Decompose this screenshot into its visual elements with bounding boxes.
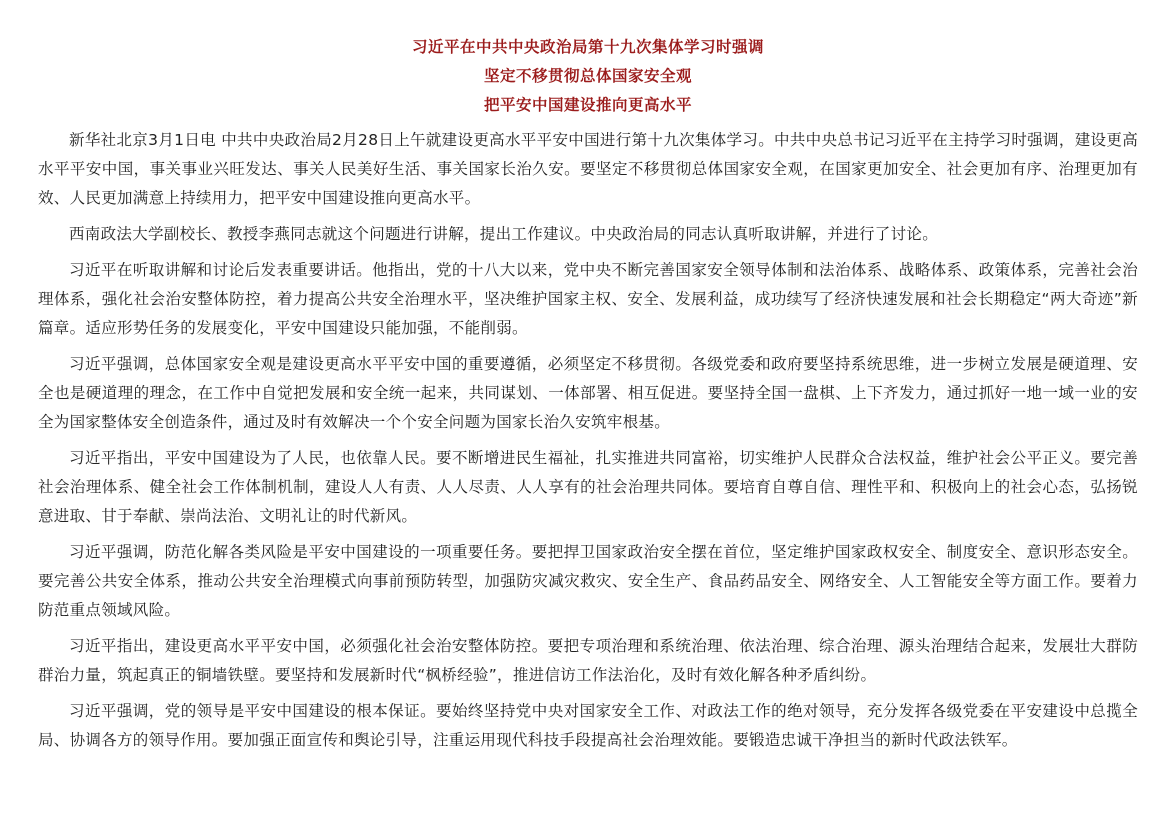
paragraph: 习近平强调，党的领导是平安中国建设的根本保证。要始终坚持党中央对国家安全工作、对政法工作的绝对领导，充分发挥各级党委在平安建设中总揽全局、协调各方的领导作用。要加强正面宣传和舆论引导，注重运用现代科技手段提高社会治理效能。要锻造忠诚干净担当的新时代政法铁军。 [38,702,1138,749]
paragraph: 习近平强调，防范化解各类风险是平安中国建设的一项重要任务。要把捍卫国家政治安全摆在首位，坚定维护国家政权安全、制度安全、意识形态安全。要完善公共安全体系，推动公共安全治理模式向事前预防转型，加强防灾减灾救灾、安全生产、食品药品安全、网络安全、人工智能安全等方面工作。要着力防范重点领域风险。 [38,543,1138,619]
paragraph: 西南政法大学副校长、教授李燕同志就这个问题进行讲解，提出工作建议。中央政治局的同志认真听取讲解，并进行了讨论。 [69,225,939,243]
paragraph: 习近平指出，平安中国建设为了人民，也依靠人民。要不断增进民生福祉，扎实推进共同富裕，切实维护人民群众合法权益，维护社会公平正义。要完善社会治理体系、健全社会工作体制机制，建设人人有责、人人尽责、人人享有的社会治理共同体。要培育自尊自信、理性平和、积极向上的社会心态，弘扬锐意进取、甘于奉献、崇尚法治、文明礼让的时代新风。 [38,449,1138,525]
article [38,0,1138,755]
title-line-1: 习近平在中共中央政治局第十九次集体学习时强调 [411,38,764,56]
article-body [38,126,1138,755]
paragraph: 习近平强调，总体国家安全观是建设更高水平平安中国的重要遵循，必须坚定不移贯彻。各级党委和政府要坚持系统思维，进一步树立发展是硬道理、安全也是硬道理的理念，在工作中自觉把发展和安全统一起来，共同谋划、一体部署、相互促进。要坚持全国一盘棋、上下齐发力，通过抓好一地一域一业的安全为国家整体安全创造条件，通过及时有效解决一个个安全问题为国家长治久安筑牢根基。 [38,355,1138,431]
title-line-2: 坚定不移贯彻总体国家安全观 [483,67,692,85]
paragraph: 新华社北京3月1日电 中共中央政治局2月28日上午就建设更高水平平安中国进行第十九次集体学习。中共中央总书记习近平在主持学习时强调，建设更高水平平安中国，事关事业兴旺发达、事关人民美好生活、事关国家长治久安。要坚定不移贯彻总体国家安全观，在国家更加安全、社会更加有序、治理更加有效、人民更加满意上持续用力，把平安中国建设推向更高水平。 [38,131,1138,207]
paragraph: 习近平指出，建设更高水平平安中国，必须强化社会治安整体防控。要把专项治理和系统治理、依法治理、综合治理、源头治理结合起来，发展壮大群防群治力量，筑起真正的铜墙铁壁。要坚持和发展新时代“枫桥经验”，推进信访工作法治化，及时有效化解各种矛盾纠纷。 [38,637,1138,684]
article-title [38,33,1138,120]
title-line-3: 把平安中国建设推向更高水平 [483,96,692,114]
paragraph: 习近平在听取讲解和讨论后发表重要讲话。他指出，党的十八大以来，党中央不断完善国家安全领导体制和法治体系、战略体系、政策体系，完善社会治理体系，强化社会治安整体防控，着力提高公共安全治理水平，坚决维护国家主权、安全、发展利益，成功续写了经济快速发展和社会长期稳定“两大奇迹”新篇章。适应形势任务的发展变化，平安中国建设只能加强，不能削弱。 [38,261,1138,337]
